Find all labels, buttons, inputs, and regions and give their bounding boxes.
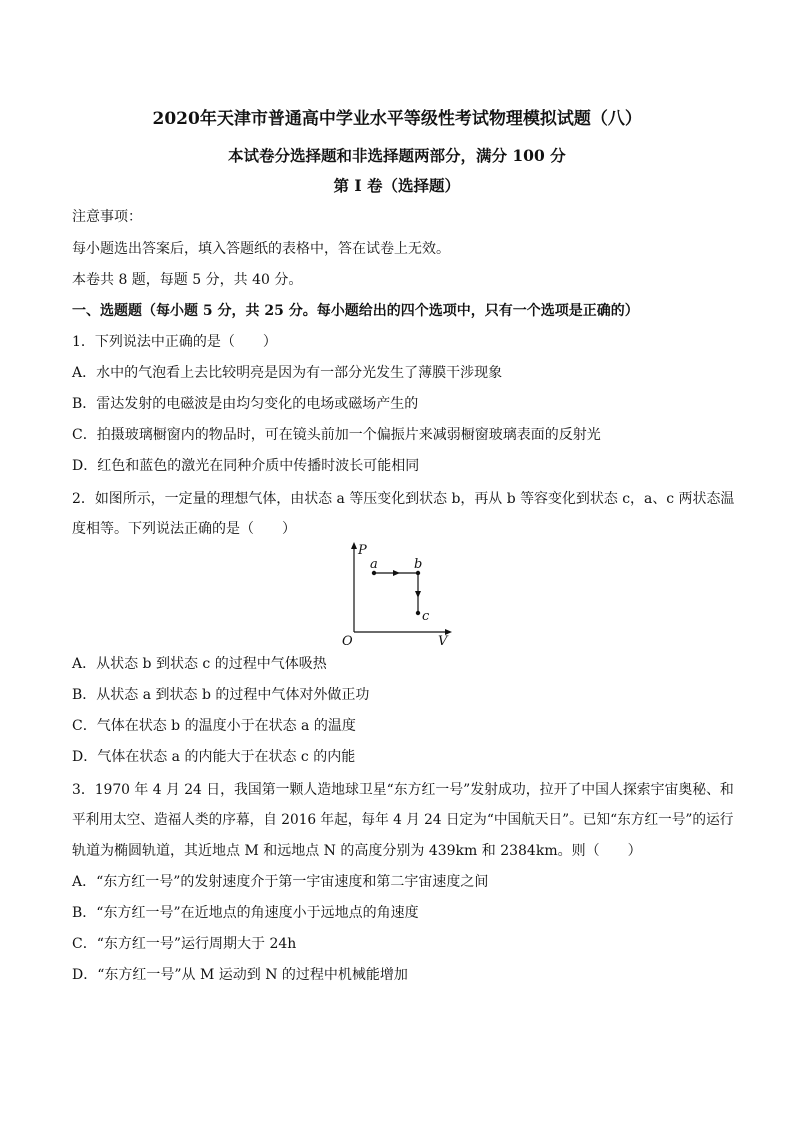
q3-option-b: B．“东方红一号”在近地点的角速度小于远地点的角速度 [72,905,419,921]
p-axis-arrow [351,542,357,549]
pv-diagram [336,540,458,648]
p-axis-label: P [358,543,367,558]
q2-option-d: D．气体在状态 a 的内能大于在状态 c 的内能 [72,749,356,765]
state-b-label: b [414,557,423,572]
q2-option-b: B．从状态 a 到状态 b 的过程中气体对外做正功 [72,687,370,703]
q1-option-d: D．红色和蓝色的激光在同种介质中传播时波长可能相同 [72,458,420,474]
q2-stem-line-2: 度相等。下列说法正确的是（ ） [72,521,296,537]
v-axis-label: V [438,634,448,648]
section-heading: 一、选题题（每小题 5 分，共 25 分。每小题给出的四个选项中，只有一个选项是正确的） [72,303,639,319]
origin-label: O [342,634,353,648]
state-c-label: c [422,609,430,624]
state-a-label: a [370,557,378,572]
state-c-point [416,611,420,615]
q3-option-d: D．“东方红一号”从 M 运动到 N 的过程中机械能增加 [72,967,408,983]
notes-label: 注意事项： [72,209,142,225]
q3-stem-line-3: 轨道为椭圆轨道，其近地点 M 和远地点 N 的高度分别为 439km 和 2384km。则（ ） [72,843,642,859]
q1-option-c: C．拍摄玻璃橱窗内的物品时，可在镜头前加一个偏振片来减弱橱窗玻璃表面的反射光 [72,427,601,443]
arrow-b-to-c [415,591,421,598]
notes-line-1: 每小题选出答案后，填入答题纸的表格中，答在试卷上无效。 [72,241,450,257]
arrow-a-to-b [393,570,400,576]
q1-option-a: A．水中的气泡看上去比较明亮是因为有一部分光发生了薄膜干涉现象 [72,365,503,381]
volume-heading: 第 I 卷（选择题） [333,176,461,195]
exam-title: 2020年天津市普通高中学业水平等级性考试物理模拟试题（八） [152,109,642,129]
q2-stem-line-1: 2．如图所示，一定量的理想气体，由状态 a 等压变化到状态 b，再从 b 等容变化到状态 c，a、c 两状态温 [72,491,735,507]
q3-stem-line-1: 3．1970 年 4 月 24 日，我国第一颗人造地球卫星“东方红一号”发射成功，拉开了中国人探索宇宙奥秘、和 [72,782,734,798]
q3-option-c: C．“东方红一号”运行周期大于 24h [72,936,297,952]
q2-option-a: A．从状态 b 到状态 c 的过程中气体吸热 [72,656,327,672]
q3-stem-line-2: 平利用太空、造福人类的序幕，自 2016 年起，每年 4 月 24 日定为“中国航天日”。已知“东方红一号”的运行 [72,812,734,828]
exam-subtitle: 本试卷分选择题和非选择题两部分，满分 100 分 [228,146,566,165]
q2-option-c: C．气体在状态 b 的温度小于在状态 a 的温度 [72,718,356,734]
q3-option-a: A．“东方红一号”的发射速度介于第一宇宙速度和第二宇宙速度之间 [72,874,489,890]
notes-line-2: 本卷共 8 题，每题 5 分，共 40 分。 [72,272,303,288]
q1-option-b: B．雷达发射的电磁波是由均匀变化的电场或磁场产生的 [72,396,419,412]
q1-stem: 1．下列说法中正确的是（ ） [72,334,277,350]
